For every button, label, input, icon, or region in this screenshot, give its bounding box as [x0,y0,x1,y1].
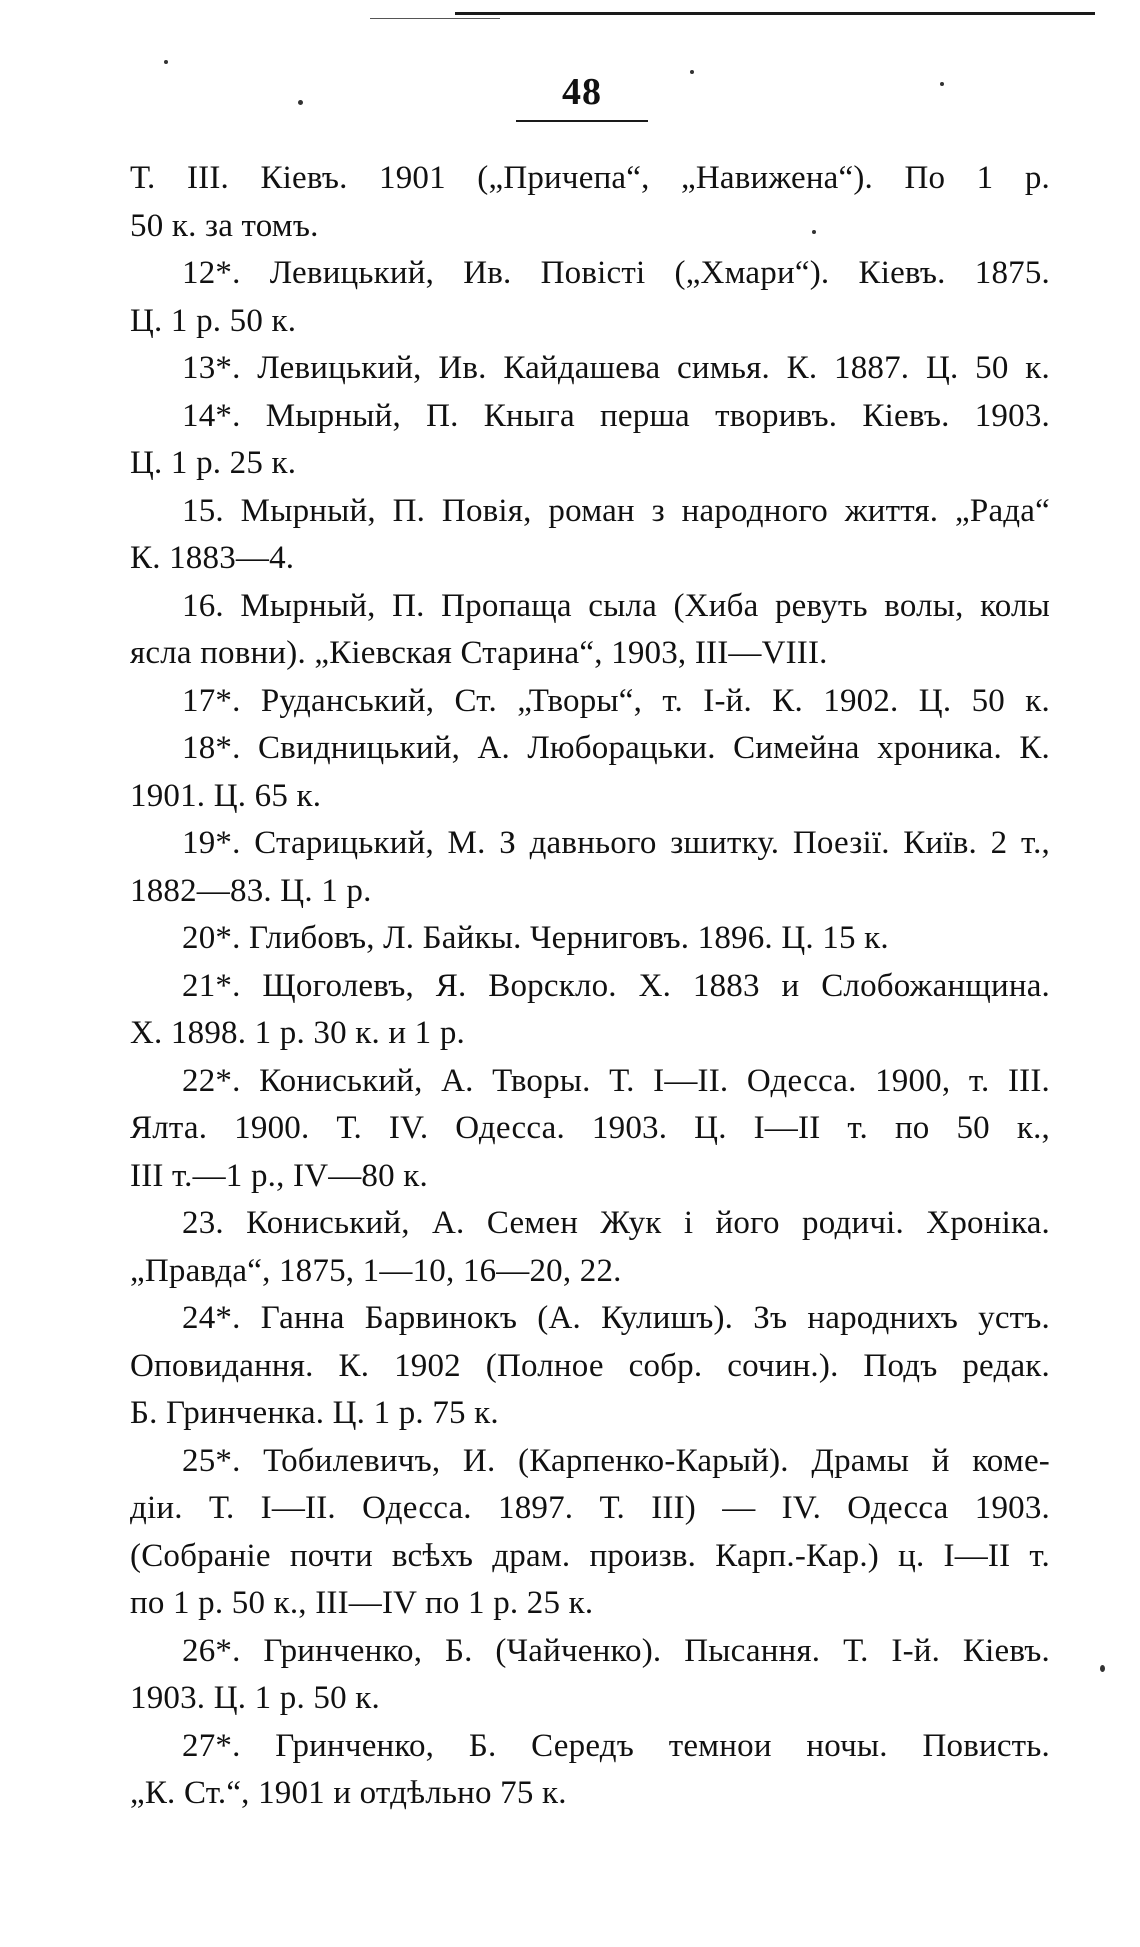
text-line: 16. Мырный, П. Пропаща сыла (Хиба ревуть волы, колы [182,587,1050,624]
scan-speck [812,230,816,234]
header-thin-rule [370,18,500,19]
text-line: 21*. Щоголевъ, Я. Ворскло. Х. 1883 и Слобожанщина. [182,967,1050,1004]
header-rule [455,12,1095,15]
text-line: 18*. Свидницький, А. Люборацьки. Симейна хроника. К. [182,730,1050,766]
scan-speck [690,70,694,74]
text-line: ясла повни). „Кіевская Старина“, 1903, III—VIII. [130,635,828,671]
text-line: Б. Гринченка. Ц. 1 р. 75 к. [130,1395,499,1431]
scan-speck [940,82,944,86]
text-line: діи. Т. I—II. Одесса. 1897. Т. III) — IV. Одесса 1903. [130,1490,1050,1526]
text-line: (Собраніе почти всѣхъ драм. произв. Карп.-Кар.) ц. I—II т. [130,1537,1050,1574]
text-line: 1882—83. Ц. 1 р. [130,872,372,909]
text-line: 19*. Старицький, М. З давнього зшитку. Поезії. Київ. 2 т., [182,825,1050,861]
text-line: 14*. Мырный, П. Кныга перша творивъ. Кіевъ. 1903. [182,397,1050,434]
text-line: 27*. Гринченко, Б. Середъ темнои ночы. Повисть. [182,1727,1050,1764]
text-line: 1901. Ц. 65 к. [130,777,322,814]
text-line: 13*. Левицький, Ив. Кайдашева симья. К. 1887. Ц. 50 к. [182,350,1050,386]
text-line: по 1 р. 50 к., III—IV по 1 р. 25 к. [130,1585,594,1621]
text-line: „Правда“, 1875, 1—10, 16—20, 22. [130,1252,622,1289]
text-line: 12*. Левицький, Ив. Повісті („Хмари“). Кіевъ. 1875. [182,255,1050,291]
text-line: III т.—1 р., IV—80 к. [130,1157,428,1194]
text-line: 1903. Ц. 1 р. 50 к. [130,1680,380,1716]
text-line: К. 1883—4. [130,540,295,576]
text-line: Ялта. 1900. Т. IV. Одесса. 1903. Ц. I—II т. по 50 к., [130,1110,1050,1146]
text-line: 25*. Тобилевичъ, И. (Карпенко-Карый). Драмы й коме- [182,1442,1050,1479]
text-line: 22*. Кониський, А. Творы. Т. I—II. Одесса. 1900, т. III. [182,1062,1050,1099]
text-line: 20*. Глибовъ, Л. Байкы. Черниговъ. 1896. Ц. 15 к. [182,920,889,956]
page-number-underline [516,120,648,122]
text-line: Ц. 1 р. 25 к. [130,445,297,481]
text-line: Т. III. Кіевъ. 1901 („Причепа“, „Навиженa“). По 1 р. [130,160,1050,196]
text-line: 50 к. за томъ. [130,207,319,244]
text-line: 17*. Руданський, Ст. „Творы“, т. I-й. К. 1902. Ц. 50 к. [182,682,1050,719]
text-line: Ц. 1 р. 50 к. [130,302,297,339]
text-line: 15. Мырный, П. Повія, роман з народного життя. „Рада“ [182,492,1050,529]
page-number: 48 [562,71,602,113]
text-line: 26*. Гринченко, Б. (Чайченко). Пысання. Т. I-й. Кіевъ. [182,1632,1050,1669]
bibliography-text [130,155,1050,1818]
scan-speck [164,60,168,64]
scan-speck [298,100,303,105]
text-line: „К. Ст.“, 1901 и отдѣльно 75 к. [130,1775,567,1811]
text-line: Х. 1898. 1 р. 30 к. и 1 р. [130,1015,465,1051]
text-line: Оповидання. К. 1902 (Полное собр. сочин.). Подъ редак. [130,1347,1050,1384]
text-line: 24*. Ганна Барвинокъ (А. Кулишъ). Зъ народнихъ устъ. [182,1300,1050,1336]
scan-speck [1100,1665,1105,1672]
text-line: 23. Кониський, А. Семен Жук і його родичі. Хроніка. [182,1205,1050,1241]
